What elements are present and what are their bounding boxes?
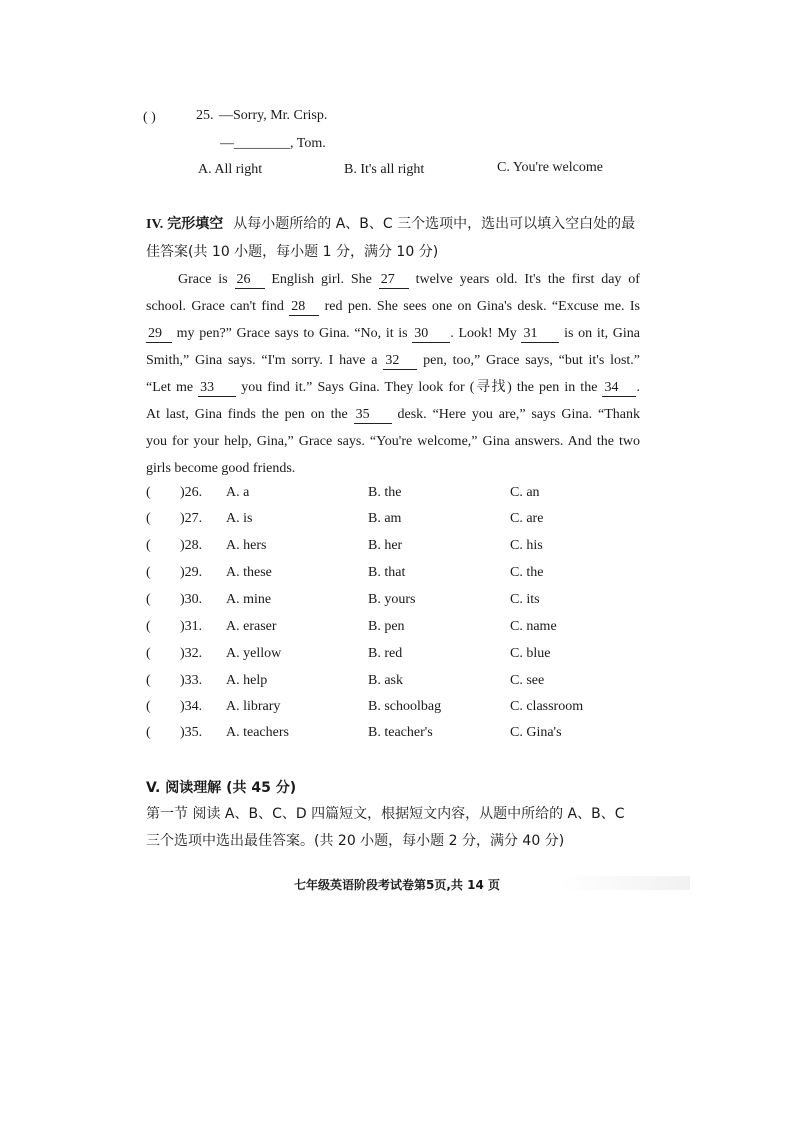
passage-line-8: girls become good friends. — [146, 461, 296, 476]
section-4-heading — [146, 213, 635, 233]
passage-line-3: 29 my pen?” Grace says to Gina. “No, it is 30 . Look! My 31 is on it, Gina — [148, 326, 640, 341]
option-b: B. schoolbag — [368, 699, 442, 714]
option-a: A. is — [226, 511, 253, 526]
passage-line-1: Grace is 26 English girl. She 27 twelve years old. It's the first day of — [178, 272, 640, 287]
blank-27: 27 — [379, 272, 409, 289]
answer-paren: ( — [146, 699, 151, 714]
option-b: B. ask — [368, 673, 403, 688]
question-number: )35. — [180, 725, 203, 740]
section-instruction: 从每小题所给的 A、B、C 三个选项中，选出可以填入空白处的最 — [233, 216, 636, 232]
option-b: B. the — [368, 485, 402, 500]
answer-paren: ( — [146, 592, 151, 607]
option-c: C. name — [510, 619, 557, 634]
option-c: C. see — [510, 673, 545, 688]
blank-28: 28 — [289, 299, 319, 316]
option-a: A. mine — [226, 592, 272, 607]
option-c: C. classroom — [510, 699, 584, 714]
passage-line-7: you for your help, Gina,” Grace says. “You're welcome,” Gina answers. And the two — [146, 434, 640, 449]
option-a: A. these — [226, 565, 272, 580]
question-number: )34. — [180, 699, 203, 714]
option-a: A. help — [226, 673, 268, 688]
option-c: C. are — [510, 511, 544, 526]
passage-line-4: Smith,” Gina says. “I'm sorry. I have a 32 pen, too,” Grace says, “but it's lost.” — [146, 353, 641, 368]
section-5-instruction-line1: 第一节 阅读 A、B、C、D 四篇短文，根据短文内容，从题中所给的 A、B、C — [146, 806, 625, 822]
answer-paren: ( — [146, 673, 151, 688]
option-a: A. teachers — [226, 725, 289, 740]
option-b: B. am — [368, 511, 402, 526]
question-number: 25. — [196, 108, 214, 123]
option-b: B. teacher's — [368, 725, 433, 740]
passage-line-5: “Let me 33 you find it.” Says Gina. They look for (寻找) the pen in the 34 . — [146, 380, 640, 395]
option-b: B. pen — [368, 619, 405, 634]
question-number: )27. — [180, 511, 203, 526]
page-footer: 七年级英语阶段考试卷第5页,共 14 页 — [294, 878, 500, 892]
question-number: )31. — [180, 619, 203, 634]
reply-line — [220, 136, 326, 152]
passage-line-6: At last, Gina finds the pen on the 35 desk. “Here you are,” says Gina. “Thank — [146, 407, 641, 422]
option-c: C. its — [510, 592, 540, 607]
option-a: A. hers — [226, 538, 267, 553]
section-number: IV. — [146, 217, 164, 232]
option-b: B. yours — [368, 592, 416, 607]
answer-paren: ( — [146, 646, 151, 661]
answer-paren: ( — [146, 511, 151, 526]
blank-26: 26 — [235, 272, 265, 289]
question-number: )33. — [180, 673, 203, 688]
option-a: A. eraser — [226, 619, 277, 634]
section-title: 完形填空 — [167, 216, 224, 232]
answer-paren: ( — [146, 485, 151, 500]
section-5-instruction-line2: 三个选项中选出最佳答案。(共 20 小题，每小题 2 分，满分 40 分) — [146, 833, 565, 849]
reply-dash: — — [220, 136, 234, 151]
option-a: A. library — [226, 699, 281, 714]
reply-blank: ________ — [234, 136, 290, 151]
question-number: )26. — [180, 485, 203, 500]
answer-paren: ( ) — [143, 110, 156, 125]
answer-paren: ( — [146, 538, 151, 553]
blank-33: 33 — [198, 380, 236, 397]
answer-paren: ( — [146, 565, 151, 580]
option-c: C. blue — [510, 646, 551, 661]
blank-29: 29 — [146, 326, 172, 343]
option-c: C. his — [510, 538, 543, 553]
question-number: )32. — [180, 646, 203, 661]
passage-line-2: school. Grace can't find 28 red pen. She sees one on Gina's desk. “Excuse me. Is — [146, 299, 640, 314]
blank-32: 32 — [383, 353, 417, 370]
option-a: A. a — [226, 485, 250, 500]
option-c: C. the — [510, 565, 544, 580]
question-number: )29. — [180, 565, 203, 580]
option-b: B. that — [368, 565, 406, 580]
answer-paren: ( — [146, 725, 151, 740]
section-5-heading: V. 阅读理解 (共 45 分) — [146, 780, 297, 796]
option-a: A. All right — [198, 162, 263, 177]
blank-35: 35 — [354, 407, 392, 424]
option-c: C. an — [510, 485, 540, 500]
option-a: A. yellow — [226, 646, 282, 661]
question-prompt: —Sorry, Mr. Crisp. — [219, 108, 328, 123]
blank-30: 30 — [412, 326, 450, 343]
question-number: )28. — [180, 538, 203, 553]
option-c: C. You're welcome — [497, 160, 603, 175]
blank-31: 31 — [521, 326, 559, 343]
option-b: B. It's all right — [344, 162, 425, 177]
reply-text: , Tom. — [290, 136, 326, 151]
option-b: B. her — [368, 538, 403, 553]
answer-paren: ( — [146, 619, 151, 634]
section-4-instruction-line2: 佳答案(共 10 小题，每小题 1 分，满分 10 分) — [146, 244, 439, 260]
blank-34: 34 — [602, 380, 636, 397]
option-b: B. red — [368, 646, 403, 661]
cloze-passage — [146, 266, 640, 482]
question-number: )30. — [180, 592, 203, 607]
option-c: C. Gina's — [510, 725, 562, 740]
